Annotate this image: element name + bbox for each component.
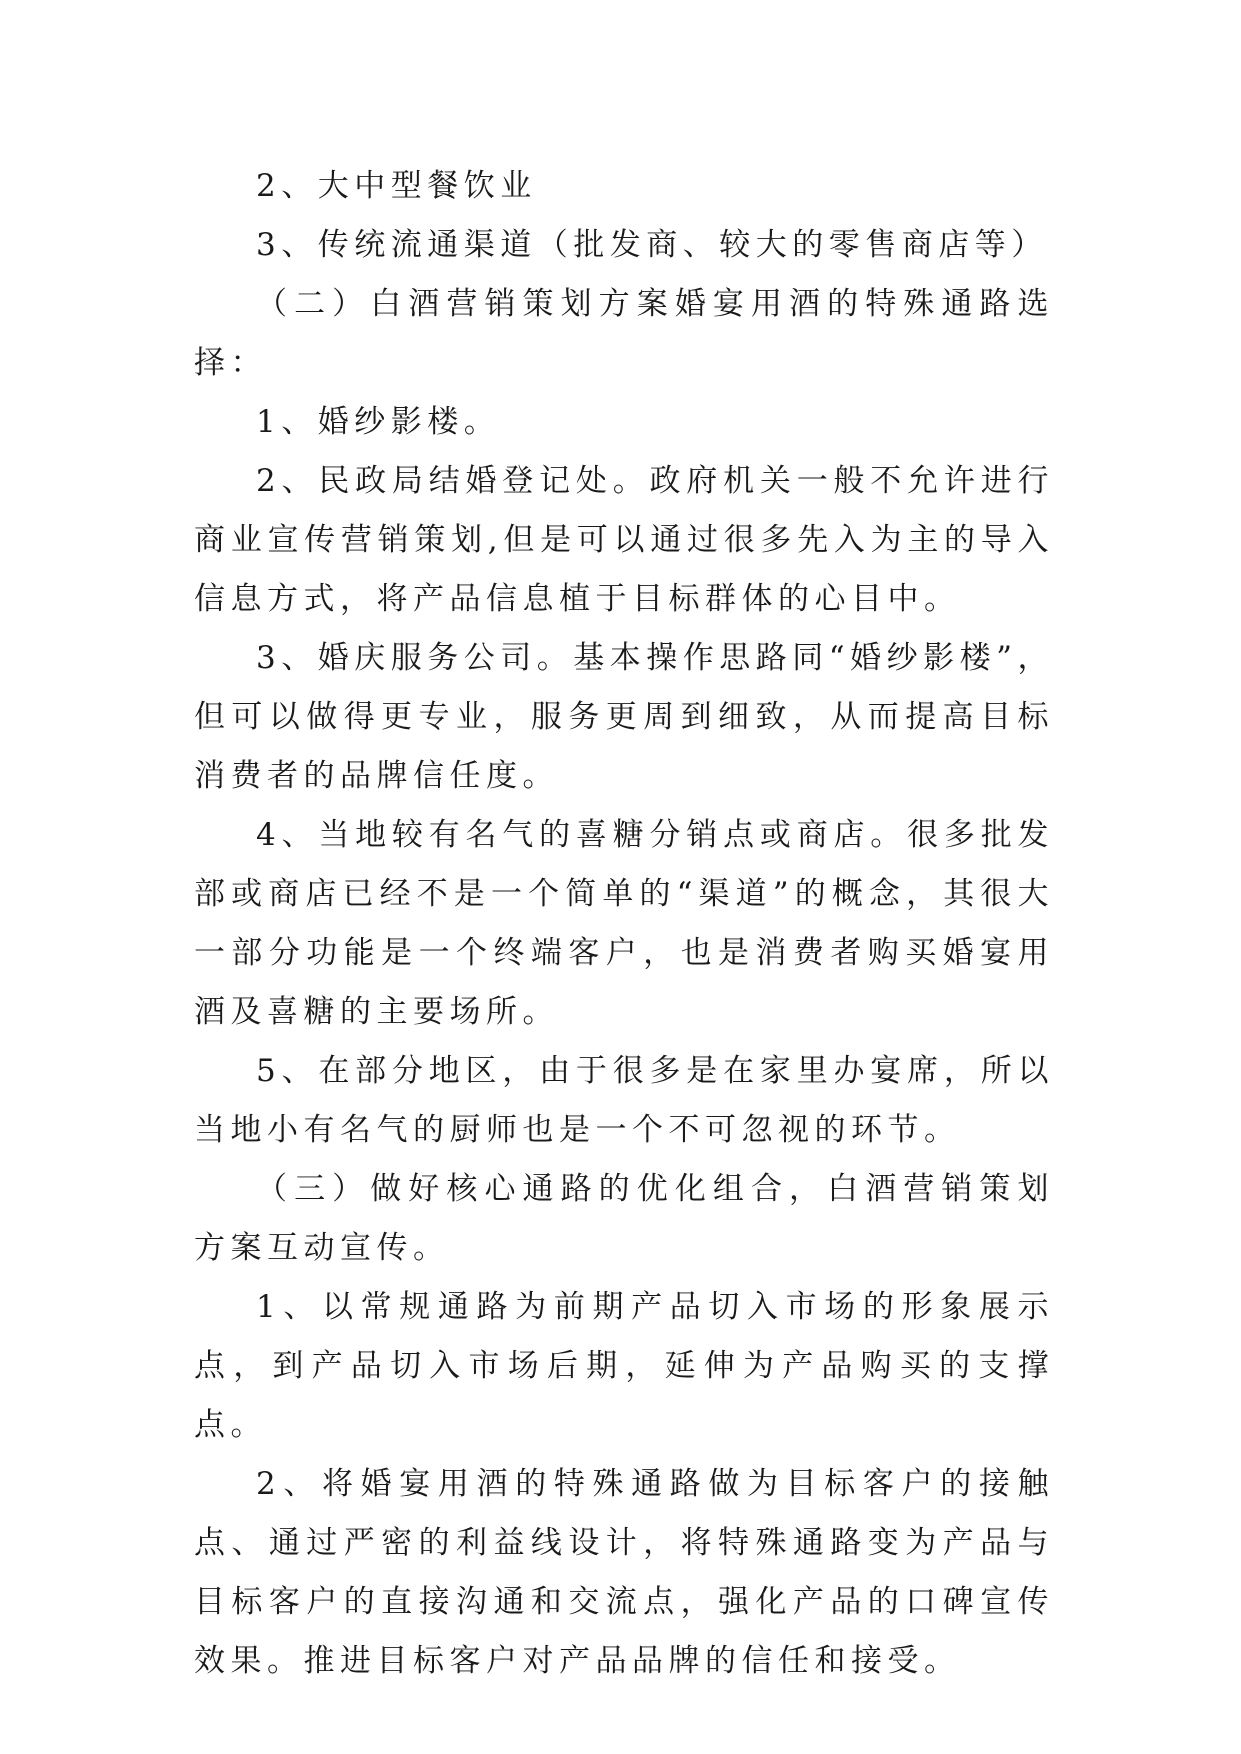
list-item: 2、民政局结婚登记处。政府机关一般不允许进行商业宣传营销策划,但是可以通过很多先入为主的导入信息方式，将产品信息植于目标群体的心目中。 bbox=[194, 463, 1054, 617]
list-item: 1、以常规通路为前期产品切入市场的形象展示点，到产品切入市场后期，延伸为产品购买的支撑点。 bbox=[194, 1289, 1054, 1443]
list-item: 4、当地较有名气的喜糖分销点或商店。很多批发部或商店已经不是一个简单的“渠道”的概念，其很大一部分功能是一个终端客户，也是消费者购买婚宴用酒及喜糖的主要场所。 bbox=[194, 817, 1054, 1030]
list-item: 1、婚纱影楼。 bbox=[256, 404, 501, 440]
section-heading: （二）白酒营销策划方案婚宴用酒的特殊通路选择： bbox=[194, 286, 1054, 381]
list-item: 3、婚庆服务公司。基本操作思路同“婚纱影楼”，但可以做得更专业，服务更周到细致，从而提高目标消费者的品牌信任度。 bbox=[194, 640, 1054, 794]
section-heading: （三）做好核心通路的优化组合，白酒营销策划方案互动宣传。 bbox=[194, 1171, 1054, 1266]
list-item: 2、大中型餐饮业 bbox=[256, 168, 537, 204]
list-item: 5、在部分地区，由于很多是在家里办宴席，所以当地小有名气的厨师也是一个不可忽视的环节。 bbox=[194, 1053, 1054, 1148]
list-item: 2、将婚宴用酒的特殊通路做为目标客户的接触点、通过严密的利益线设计，将特殊通路变为产品与目标客户的直接沟通和交流点，强化产品的口碑宣传效果。推进目标客户对产品品牌的信任和接受。 bbox=[194, 1466, 1054, 1679]
document-body bbox=[194, 157, 1054, 1691]
list-item: 3、传统流通渠道（批发商、较大的零售商店等） bbox=[256, 227, 1048, 263]
